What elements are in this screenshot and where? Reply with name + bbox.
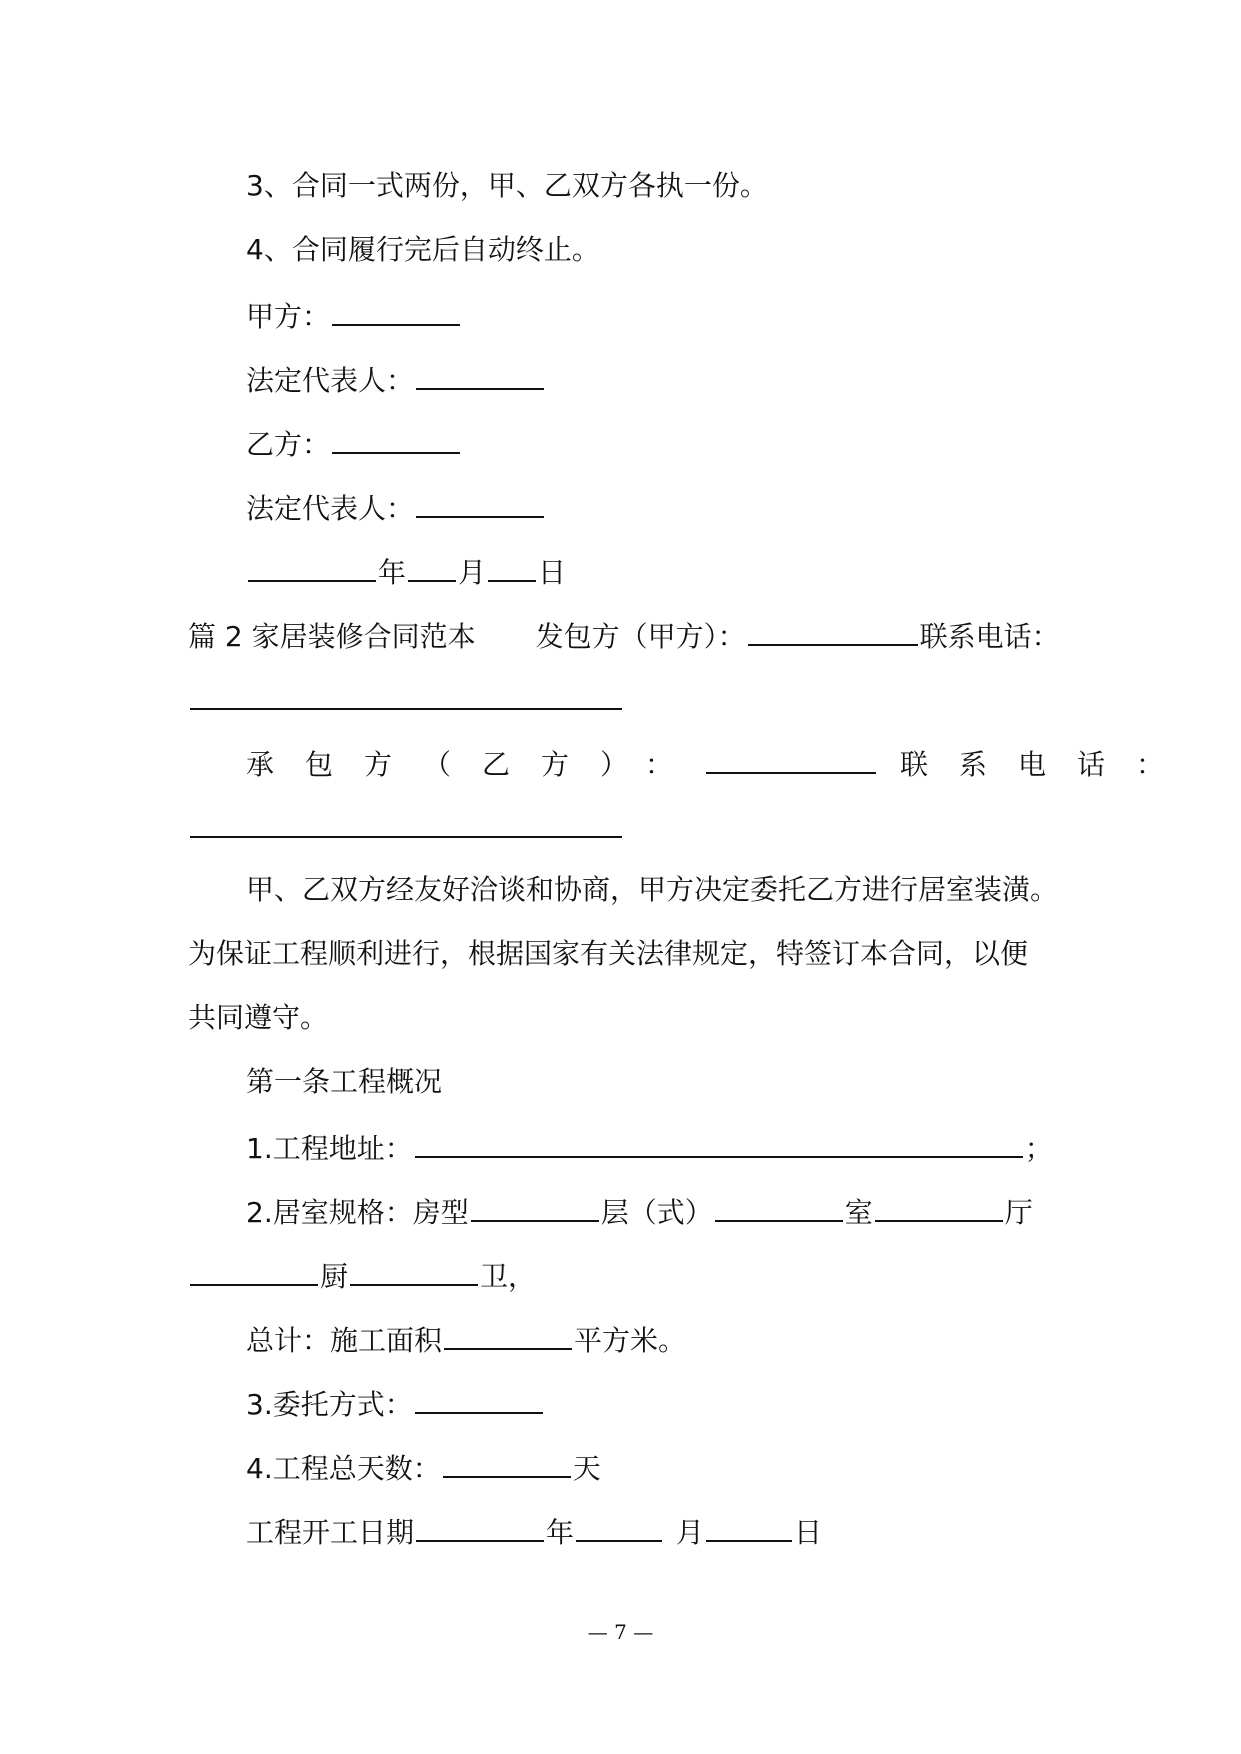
legal-rep-2-label: 法定代表人： [246,492,415,525]
floor-blank [715,1190,843,1222]
days-unit: 天 [572,1452,601,1485]
contractor-phone-line [188,806,624,849]
spec-floor-label: 层（式） [600,1196,713,1229]
contractor-label: 承包方（乙方）： [246,748,705,781]
intro-line-2: 为保证工程顺利进行，根据国家有关法律规定，特签订本合同，以便 [188,937,1029,970]
contractor-phone-blank [190,806,622,838]
spec-bath-label: 卫， [480,1260,537,1293]
article-1-heading: 第一条工程概况 [246,1065,443,1098]
party-b-line [246,422,462,465]
section-heading-line [188,614,1060,657]
start-year-blank [416,1510,544,1542]
year-blank [248,550,376,582]
spec-room-label: 室 [844,1196,873,1229]
method-line [246,1382,545,1425]
spec-label: 2.居室规格：房型 [246,1196,469,1229]
spec-line-2 [188,1254,536,1297]
hall-blank [190,1254,318,1286]
year-label: 年 [378,556,407,589]
employer-label: 发包方（甲方）： [535,620,746,653]
month-label: 月 [458,556,487,589]
house-type-blank [471,1190,599,1222]
total-label: 总计：施工面积 [246,1324,443,1357]
start-day-blank [706,1510,792,1542]
month-blank [408,550,456,582]
party-a-label: 甲方： [246,300,331,333]
employer-blank [748,614,918,646]
contractor-blank [706,742,876,774]
legal-rep-1-blank [416,358,544,390]
contractor-line [246,742,1195,785]
day-blank [488,550,536,582]
contractor-phone-label: 联系电话： [900,748,1196,781]
spec-kitchen-label: 厨 [320,1260,349,1293]
area-blank [444,1318,572,1350]
party-a-line [246,294,462,337]
days-line [246,1446,601,1489]
start-month-label: 月 [676,1516,705,1549]
start-day-label: 日 [794,1516,823,1549]
section-heading: 篇 2 家居装修合同范本 [188,620,476,653]
intro-line-3: 共同遵守。 [188,1001,329,1034]
page-number: — 7 — [587,1620,654,1644]
spec-hall-label: 厅 [1004,1196,1033,1229]
party-b-blank [332,422,460,454]
employer-phone-blank [190,678,622,710]
legal-rep-1-line [246,358,546,401]
signing-date-line [246,550,566,593]
address-end: ； [1024,1132,1053,1165]
kitchen-blank [350,1254,478,1286]
legal-rep-1-label: 法定代表人： [246,364,415,397]
employer-phone-line [188,678,624,721]
method-blank [415,1382,543,1414]
party-b-label: 乙方： [246,428,331,461]
clause-4: 4、合同履行完后自动终止。 [246,233,600,266]
day-label: 日 [538,556,567,589]
total-area-line [246,1318,686,1361]
start-date-label: 工程开工日期 [246,1516,415,1549]
intro-line-1: 甲、乙双方经友好洽谈和协商，甲方决定委托乙方进行居室装潢。 [246,873,1059,906]
start-month-blank [576,1510,662,1542]
party-a-blank [332,294,460,326]
address-label: 1.工程地址： [246,1132,413,1165]
employer-phone-label: 联系电话： [919,620,1060,653]
address-line [246,1126,1053,1169]
legal-rep-2-blank [416,486,544,518]
days-label: 4.工程总天数： [246,1452,441,1485]
address-blank [415,1126,1023,1158]
start-date-line [246,1510,822,1553]
method-label: 3.委托方式： [246,1388,413,1421]
legal-rep-2-line [246,486,546,529]
total-unit: 平方米。 [574,1324,687,1357]
start-year-label: 年 [546,1516,575,1549]
room-blank [875,1190,1003,1222]
days-blank [443,1446,571,1478]
clause-3: 3、合同一式两份，甲、乙双方各执一份。 [246,169,768,202]
spec-line [246,1190,1033,1233]
